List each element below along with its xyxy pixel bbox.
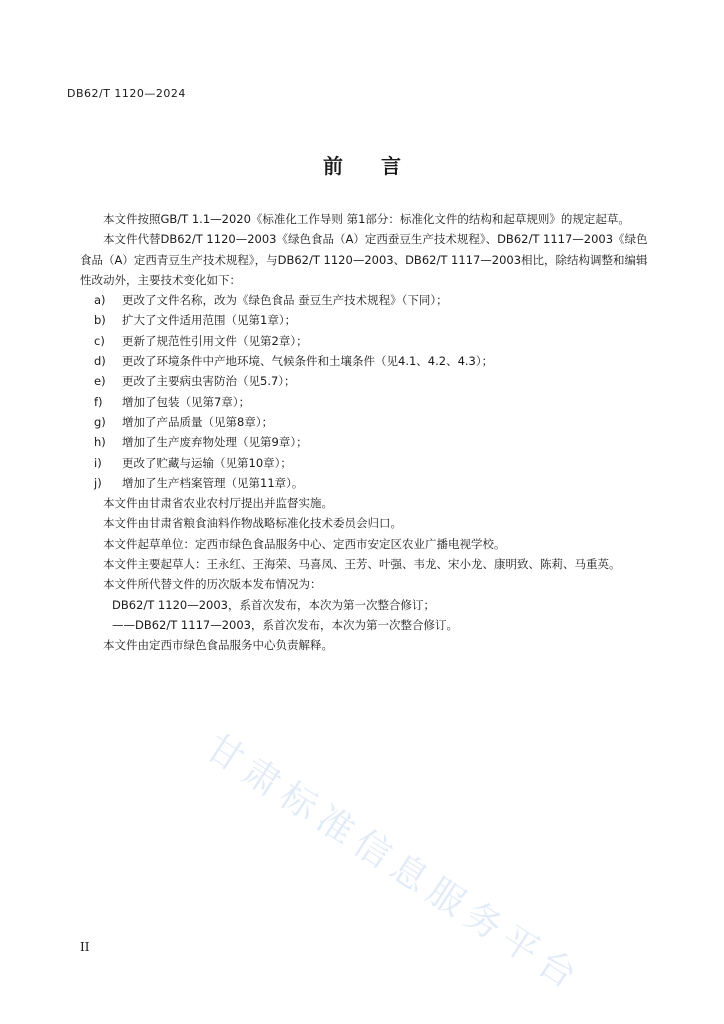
- body-text: [80, 209, 650, 656]
- statement-committee: 本文件由甘肃省粮食油料作物战略标准化技术委员会归口。: [103, 516, 402, 531]
- list-item: h) 增加了生产废弃物处理（见第9章）；: [94, 435, 308, 450]
- standard-code: DB62/T 1120—2024: [67, 87, 186, 100]
- list-item: a) 更改了文件名称，改为《绿色食品 蚕豆生产技术规程》（下同）；: [94, 293, 448, 308]
- watermark: 甘肃标准信息服务平台: [198, 726, 590, 1001]
- statement-proposer: 本文件由甘肃省农业农村厅提出并监督实施。: [103, 496, 333, 511]
- list-item: f) 增加了包装（见第7章）；: [94, 394, 251, 409]
- statement-drafters: 本文件主要起草人：王永红、王海荣、马喜凤、王芳、叶强、韦龙、宋小龙、康明致、陈莉、马重英。: [103, 557, 621, 572]
- list-item: j) 增加了生产档案管理（见第11章）。: [94, 475, 304, 490]
- statement-drafting-units: 本文件起草单位：定西市绿色食品服务中心、定西市安定区农业广播电视学校。: [103, 536, 506, 551]
- list-item: b) 扩大了文件适用范围（见第1章）；: [94, 313, 297, 328]
- history-item: ——DB62/T 1117—2003，系首次发布，本次为第一次整合修订。: [112, 617, 458, 632]
- changes-list: [80, 290, 650, 493]
- list-item: i) 更改了贮藏与运输（见第10章）；: [94, 455, 292, 470]
- history-item: DB62/T 1120—2003，系首次发布，本次为第一次整合修订；: [112, 597, 435, 612]
- page-number: II: [80, 940, 90, 954]
- paragraph-replacement: 本文件代替DB62/T 1120—2003《绿色食品（A）定西蚕豆生产技术规程》、DB62/T 1117—2003《绿色食品（A）定西青豆生产技术规程》，与DB62/T 1120—2003、DB62/T 1117—2003相比，除结构调整和编辑性改动外，主要技术变化如下：: [80, 232, 648, 287]
- history-intro: 本文件所代替文件的历次版本发布情况为：: [103, 577, 322, 592]
- list-item: c) 更新了规范性引用文件（见第2章）；: [94, 333, 308, 348]
- page-title: 前言: [323, 154, 439, 178]
- paragraph-drafting-rules: 本文件按照GB/T 1.1—2020《标准化工作导则 第1部分：标准化文件的结构和起草规则》的规定起草。: [103, 212, 630, 226]
- list-item: e) 更改了主要病虫害防治（见5.7）；: [94, 374, 296, 389]
- list-item: g) 增加了产品质量（见第8章）；: [94, 414, 274, 429]
- list-item: d) 更改了环境条件中产地环境、气候条件和土壤条件（见4.1、4.2、4.3）；: [94, 354, 494, 369]
- statement-interpretation: 本文件由定西市绿色食品服务中心负责解释。: [103, 638, 333, 653]
